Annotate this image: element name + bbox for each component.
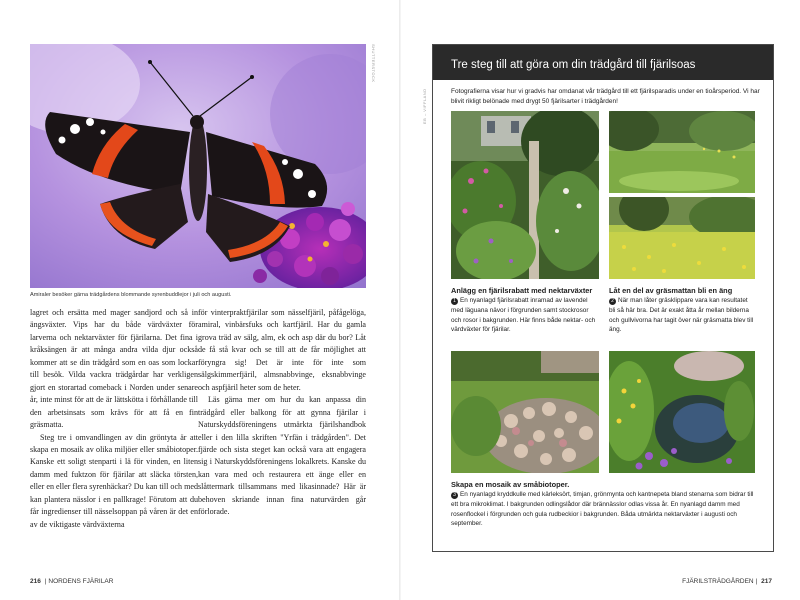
pond-photo [609, 351, 755, 473]
tip-text: När man låter gräsklippare vara kan resultatet bli så här bra. Det är exakt åtta år mellan bilderna och gullvivorna har tagit över när gräsmatta blev till äng. [609, 297, 754, 334]
tip-title: Skapa en mosaik av småbiotoper. [451, 480, 570, 489]
paragraph: för vinterpraktfjärilar som nässelfjäril, påfågelöga, amiral, vinbärsfuks och kartfjäril. Har du gamla grova träd av sälg, alm, ek och asp där du bor? Låt de få stå kvar och se till att de får möjlighet att föryngra sig! Det är inte för inte som sälgskimmerfjäril, almsnabbvinge, eksnabbvinge och aspfjäril heter som de heter. [198, 308, 366, 392]
body-column-1 [30, 307, 198, 531]
number-badge: 1 [451, 298, 458, 305]
page-number: 216 [30, 578, 41, 585]
body-column-2 [198, 307, 366, 519]
tip-text: En nyanlagd fjärilsrabatt inramad av lavendel med läguana nävor i förgrunden samt stockrosor och rosor i bakgrunden. Här finns både nektar- och värdväxter för fjärilar. [451, 297, 596, 334]
paragraph: Steg tre i omvandlingen av din gröntyta är att skapa en mosaik av olika miljöer eller småbiotoper. Kanske ett soligt stenparti i lä för vinden, en liten damm med fuktzon för fjärilar att släcka törsten, eller en eller flera syrenhäckar? Du kan till och med kan plantera nässlor i en pallkrage! Förutom att du får ingredienser till nässelsoppan på våren är det en av de viktigaste värdväxterna [30, 432, 198, 529]
photo-credit: SHUTTERSTOCK [371, 44, 376, 83]
number-badge: 3 [451, 492, 458, 499]
tip-2 [609, 285, 755, 335]
tip-title: Låt en del av gräsmattan bli en äng [609, 286, 733, 295]
tip-title: Anlägg en fjärilsrabatt med nektarväxter [451, 286, 593, 295]
running-head: FJÄRILSTRÄDGÅRDEN [682, 578, 754, 585]
folio-left: 216 | NORDENS FJÄRILAR [30, 578, 114, 585]
box-header [433, 45, 773, 80]
flower-bed-photo [451, 111, 599, 279]
meadow-photo [609, 197, 755, 279]
page-number: 217 [761, 578, 772, 585]
folio-right: FJÄRILSTRÄDGÅRDEN | 217 [682, 578, 772, 585]
stone-hill-photo [451, 351, 599, 473]
butterfly-photo [30, 44, 366, 288]
number-badge: 2 [609, 298, 616, 305]
running-head: NORDENS FJÄRILAR [48, 578, 114, 585]
paragraph: lagret och ersätta med mager sandjord och så in ängsväxter. Vips har du både värdväxter för larverna och nektarväxter för fjärilarna. Det fina i kråksängen är att många andra vilda djur också kommer att se din trädgård som en oas som lockar till besök. Vilda vackra trädgårdar har verkligen gjort en storartad comeback i Norden under senare år, inte minst för att de är lättskötta i förhållande till den arbetsinsats som krävs för att få en fin gräsmatta. [30, 308, 198, 430]
tip-text: En nyanlagd kryddkulle med kärleksört, timjan, grönmynta och kantnepeta bland stenarna som bidrar till ett bra mikroklimat. I bakgrunden odlingslådor där brännässlor odlas vissa år. En nyanlagd damm med rosenflockel i förgrunden och gula rudbeckior i bakgrunden. Båda utmärkta nektarväxter i augusti och september. [451, 491, 754, 528]
photo-caption: Amiraler besöker gärna trädgårdens blommande syrenbuddlejor i juli och augusti. [30, 292, 232, 298]
box-title: Tre steg till att göra om din trädgård till fjärilsoas [451, 59, 696, 71]
lawn-photo [609, 111, 755, 193]
sidebar-box [432, 44, 774, 552]
tip-3 [451, 479, 759, 529]
gutter [399, 0, 401, 600]
box-intro: Fotografierna visar hur vi gradvis har omdanat vår trädgård till ett fjärilsparadis under en tioårsperiod. Vi har blivit rikligt belönade med drygt 50 fjärilsarter i trädgården! [451, 88, 760, 105]
paragraph: Läs gärna mer om hur du kan anpassa din trädgård eller balkong för att gynna fjärilar i Naturskyddsföreningens utmärkta fjärilshandbok eller i den lilla skriften "Yrfän i trädgården". Det fjärde och sista steget kan också vara att engagera sig i Naturskyddsföreningens lokalkrets. Kanske du kan vara med och restaurera ett änge eller en slåttermark tillsammans med likasinnade? Här är behoven skriande innan fina naturvärden går förlorade. [198, 395, 366, 517]
tip-1 [451, 285, 599, 335]
photo-credit: EB – VIFFLAND [422, 88, 427, 124]
